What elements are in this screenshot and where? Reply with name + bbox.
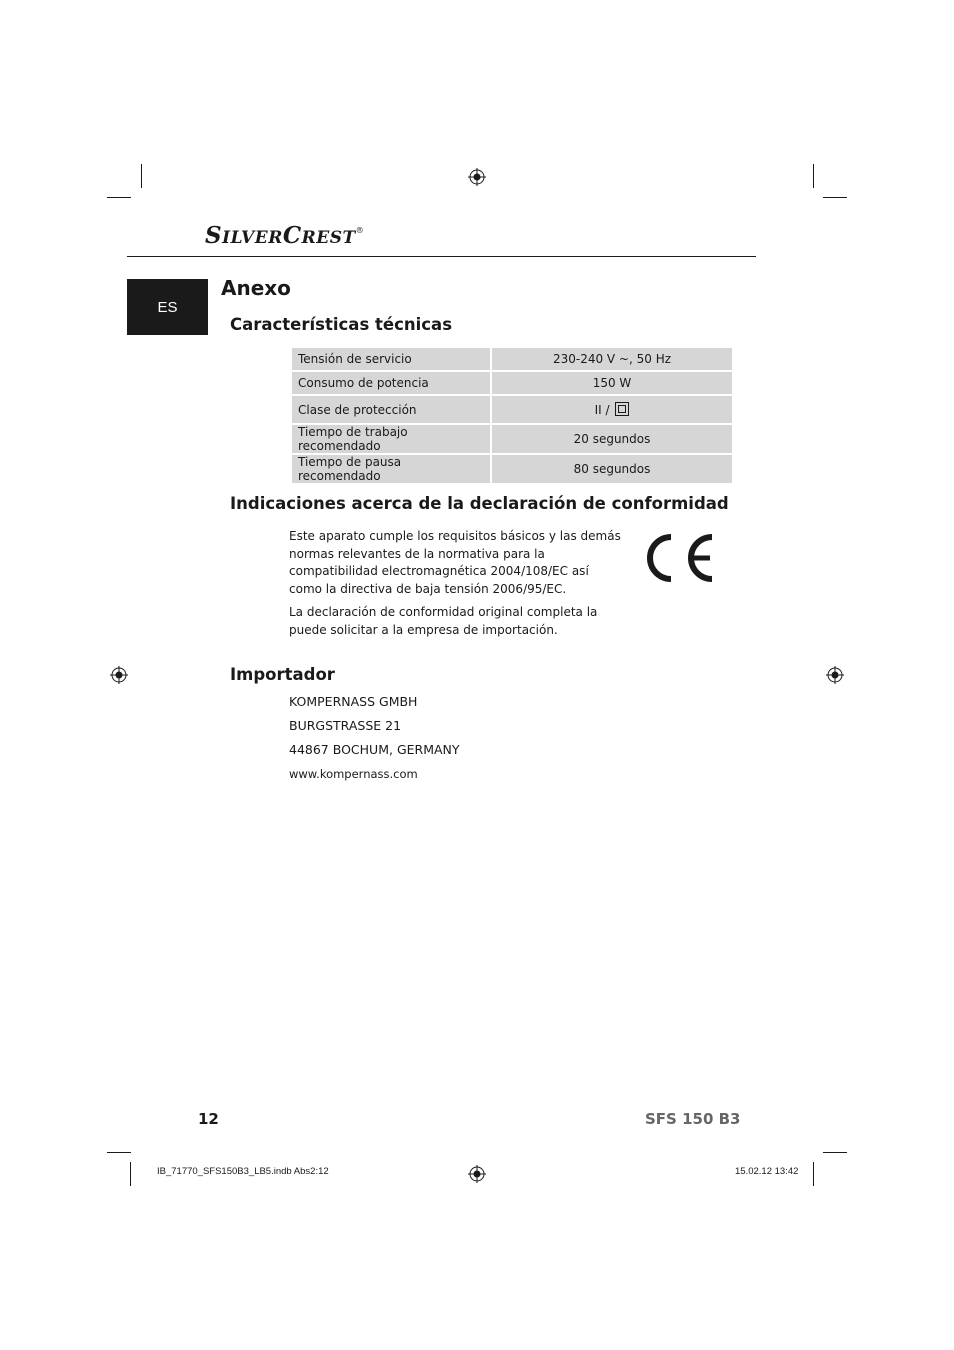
spec-value: 80 segundos: [491, 454, 733, 484]
spec-label: Clase de protección: [291, 395, 491, 424]
crop-mark: [107, 197, 131, 198]
registration-mark-icon: [468, 1165, 486, 1183]
model-number: SFS 150 B3: [645, 1110, 741, 1128]
importer-heading: Importador: [230, 665, 335, 684]
language-tab: ES: [127, 279, 208, 335]
spec-label: Tensión de servicio: [291, 347, 491, 371]
conformity-paragraph: Este aparato cumple los requisitos básicos y las demás normas relevantes de la normativa para la compatibilidad electromagnética 2004/108/EC así como la directiva de baja tensión 2006/95/EC.: [289, 529, 621, 596]
conformity-paragraph: La declaración de conformidad original completa la puede solicitar a la empresa de importación.: [289, 605, 598, 637]
spec-value: 150 W: [491, 371, 733, 395]
spec-value: 20 segundos: [491, 424, 733, 454]
registration-mark-icon: [468, 168, 486, 186]
print-slug-file: IB_71770_SFS150B3_LB5.indb Abs2:12: [157, 1166, 329, 1177]
specs-heading: Características técnicas: [230, 315, 453, 334]
crop-mark: [141, 164, 142, 188]
crop-mark: [130, 1162, 131, 1186]
table-row: [291, 347, 733, 371]
importer-city: 44867 BOCHUM, GERMANY: [289, 742, 460, 757]
page-title: Anexo: [221, 276, 291, 300]
crop-mark: [823, 1152, 847, 1153]
page-number: 12: [198, 1110, 219, 1128]
table-row: [291, 424, 733, 454]
print-slug-date: 15.02.12 13:42: [735, 1166, 799, 1177]
registration-mark-icon: [826, 666, 844, 684]
conformity-heading: Indicaciones acerca de la declaración de conformidad: [230, 494, 729, 513]
crop-mark: [813, 164, 814, 188]
table-row: [291, 454, 733, 484]
importer-company: KOMPERNASS GMBH: [289, 694, 418, 709]
spec-label: Tiempo de trabajo recomendado: [291, 424, 491, 454]
specs-table: [290, 346, 734, 485]
crop-mark: [107, 1152, 131, 1153]
header-rule: [127, 256, 756, 257]
table-row: [291, 395, 733, 424]
importer-street: BURGSTRASSE 21: [289, 718, 402, 733]
protection-class-text: II /: [594, 403, 614, 417]
spec-label: Tiempo de pausa recomendado: [291, 454, 491, 484]
brand-logo: [205, 222, 364, 249]
brand-logo-text: SILVERCREST: [205, 222, 356, 249]
ce-mark-icon: [640, 531, 718, 585]
table-row: [291, 371, 733, 395]
spec-value: 230-240 V ~, 50 Hz: [491, 347, 733, 371]
double-insulation-icon: [615, 402, 629, 416]
registered-mark: ®: [355, 226, 365, 235]
crop-mark: [823, 197, 847, 198]
spec-value: [491, 395, 733, 424]
registration-mark-icon: [110, 666, 128, 684]
spec-label: Consumo de potencia: [291, 371, 491, 395]
importer-website[interactable]: www.kompernass.com: [289, 767, 418, 781]
crop-mark: [813, 1162, 814, 1186]
